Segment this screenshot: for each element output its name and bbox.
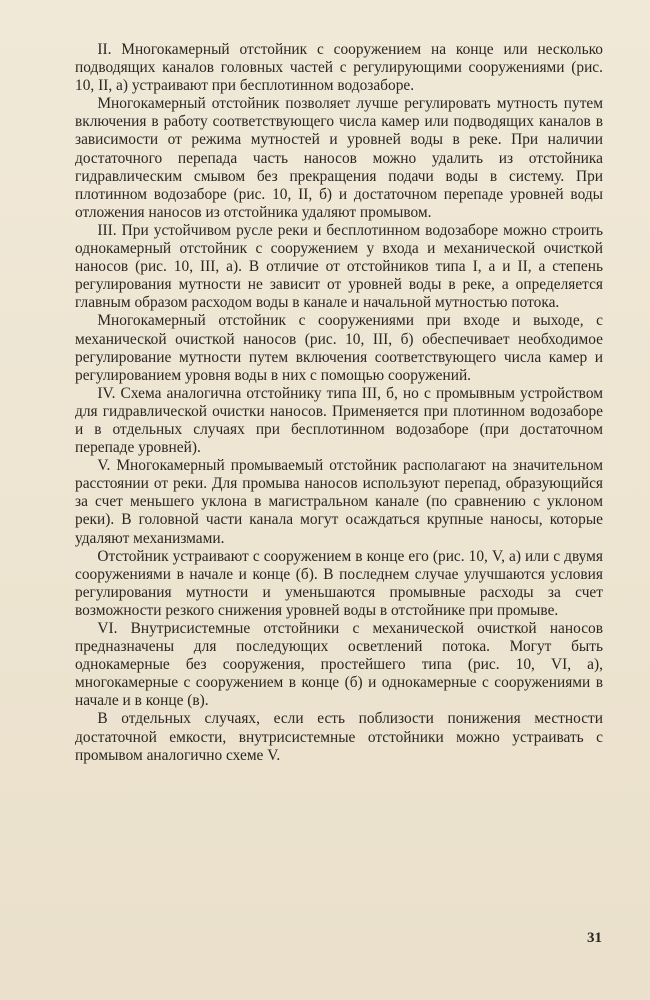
body-text (75, 41, 603, 765)
paragraph-settler-structures: Отстойник устраивают с сооружением в конце его (рис. 10, V, а) или с двумя сооружениями в начале и конце (б). В последнем случае улучшаются условия регулирования мутности и уменьшаются промывные расходы за счет возможности резкого снижения уровней воды в отстойнике при промыве. (75, 547, 603, 619)
paragraph-type-5: V. Многокамерный промываемый отстойник располагают на значительном расстоянии от реки. Для промыва наносов используют перепад, образующийся за счет меньшего уклона в магистральном канале (по сравнению с уклоном реки). В головной части канала могут осаждаться крупные наносы, которые удаляют механизмами. (75, 457, 603, 547)
page-number: 31 (587, 930, 602, 946)
paragraph-type-2: II. Многокамерный отстойник с сооружением на конце или несколько подводящих каналов головных частей с регулирующими сооружениями (рис. 10, II, а) устраивают при бесплотинном водозаборе. (75, 41, 603, 95)
paragraph-multichamber-mechanical: Многокамерный отстойник с сооружениями при входе и выходе, с механической очисткой наносов (рис. 10, III, б) обеспечивает необходимое регулирование мутности путем включения соответствующего числа камер и регулированием уровня воды в них с помощью сооружений. (75, 312, 603, 384)
paragraph-multichamber-regulation: Многокамерный отстойник позволяет лучше регулировать мутность путем включения в работу соответствующего числа камер или подводящих каналов в зависимости от режима мутностей и уровней воды в реке. При наличии достаточного перепада часть наносов можно удалить из отстойника гидравлическим смывом без прекращения подачи воды в систему. При плотинном водозаборе (рис. 10, II, б) и достаточном перепаде уровней воды отложения наносов из отстойника удаляют промывом. (75, 95, 603, 221)
paragraph-type-4: IV. Схема аналогична отстойнику типа III, б, но с промывным устройством для гидравлической очистки наносов. Применяется при плотинном водозаборе и в отдельных случаях при бесплотинном водозаборе (при достаточном перепаде уровней). (75, 384, 603, 457)
paragraph-type-3: III. При устойчивом русле реки и бесплотинном водозаборе можно строить однокамерный отстойник с сооружением у входа и механической очисткой наносов (рис. 10, III, а). В отличие от отстойников типа I, а и II, а степень регулирования мутности не зависит от уровней воды в реке, а определяется главным образом расходом воды в канале и начальной мутностью потока. (75, 221, 603, 312)
paragraph-local-depressions: В отдельных случаях, если есть поблизости понижения местности достаточной емкости, внутрисистемные отстойники можно устраивать с промывом аналогично схеме V. (75, 710, 603, 764)
paragraph-type-6: VI. Внутрисистемные отстойники с механической очисткой наносов предназначены для последующих осветлений потока. Могут быть однокамерные без сооружения, простейшего типа (рис. 10, VI, а), многокамерные с сооружением в конце (б) и однокамерные с сооружениями в начале и в конце (в). (75, 620, 603, 710)
